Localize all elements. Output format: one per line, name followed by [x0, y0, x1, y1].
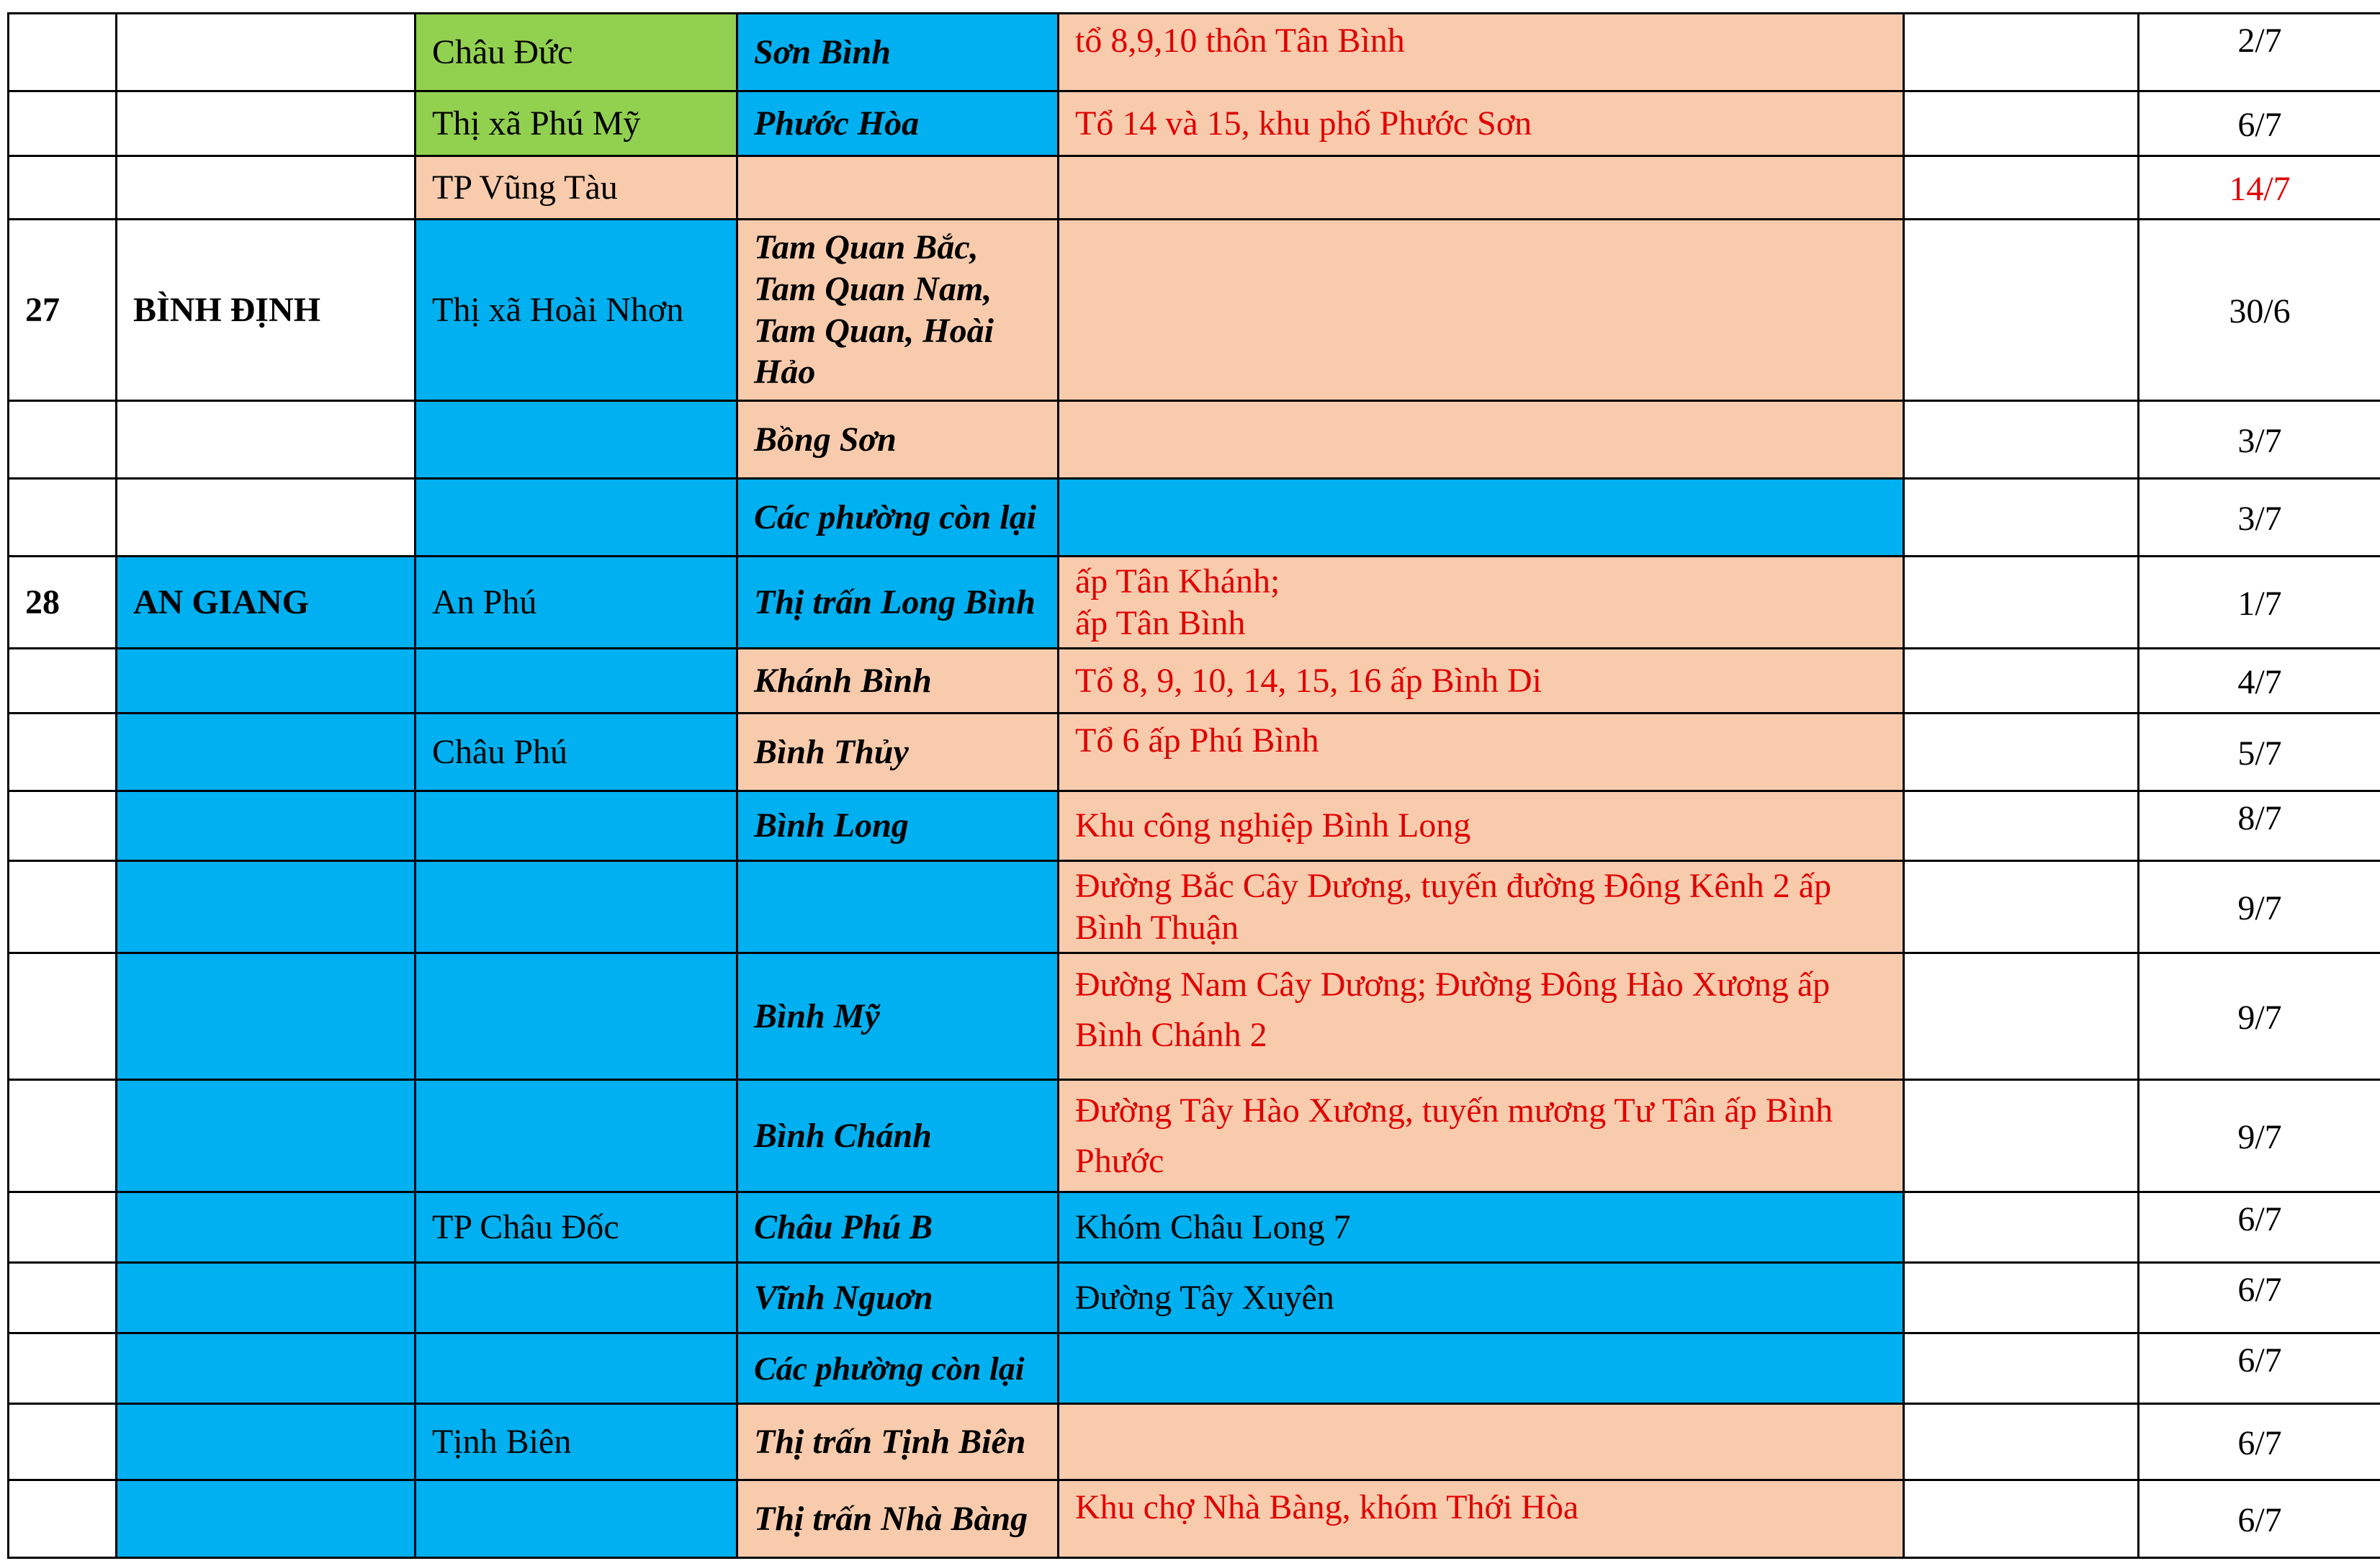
stt-cell	[9, 1480, 117, 1558]
ward-cell: Sơn Bình	[737, 14, 1059, 91]
stt-cell	[9, 401, 117, 479]
ward-cell: Tam Quan Bắc, Tam Quan Nam, Tam Quan, Hoài Hảo	[737, 220, 1059, 401]
note-cell	[1904, 1080, 2139, 1192]
district-cell: An Phú	[416, 557, 737, 649]
stt-cell: 27	[9, 220, 117, 401]
stt-cell	[9, 14, 117, 91]
stt-cell	[9, 714, 117, 791]
stt-cell	[9, 791, 117, 861]
province-cell	[117, 714, 416, 791]
stt-cell: 28	[9, 557, 117, 649]
ward-cell: Bồng Sơn	[737, 401, 1059, 479]
date-cell: 6/7	[2139, 1263, 2380, 1333]
table-row	[9, 1404, 2380, 1480]
detail-cell: Đường Tây Hào Xương, tuyến mương Tư Tân ấp Bình Phước	[1059, 1080, 1904, 1192]
note-cell	[1904, 1192, 2139, 1263]
detail-cell	[1059, 1404, 1904, 1480]
ward-cell: Các phường còn lại	[737, 1333, 1059, 1404]
ward-cell: Phước Hòa	[737, 91, 1059, 156]
detail-cell: ấp Tân Khánh; ấp Tân Bình	[1059, 557, 1904, 649]
district-cell: TP Vũng Tàu	[416, 156, 737, 220]
note-cell	[1904, 557, 2139, 649]
note-cell	[1904, 714, 2139, 791]
note-cell	[1904, 861, 2139, 953]
district-cell: TP Châu Đốc	[416, 1192, 737, 1263]
detail-cell: Đường Bắc Cây Dương, tuyến đường Đông Kênh 2 ấp Bình Thuận	[1059, 861, 1904, 953]
note-cell	[1904, 1263, 2139, 1333]
detail-cell	[1059, 1333, 1904, 1404]
note-cell	[1904, 220, 2139, 401]
district-cell	[416, 1333, 737, 1404]
date-cell: 9/7	[2139, 1080, 2380, 1192]
province-cell: AN GIANG	[117, 557, 416, 649]
table-row	[9, 714, 2380, 791]
detail-cell: Tổ 6 ấp Phú Bình	[1059, 714, 1904, 791]
date-cell: 6/7	[2139, 1192, 2380, 1263]
ward-cell	[737, 861, 1059, 953]
table-row	[9, 953, 2380, 1080]
note-cell	[1904, 1333, 2139, 1404]
province-cell	[117, 1192, 416, 1263]
ward-cell: Vĩnh Nguơn	[737, 1263, 1059, 1333]
detail-cell: Tổ 14 và 15, khu phố Phước Sơn	[1059, 91, 1904, 156]
table-row	[9, 14, 2380, 91]
date-cell: 3/7	[2139, 401, 2380, 479]
table-row	[9, 557, 2380, 649]
table-row	[9, 1263, 2380, 1333]
stt-cell	[9, 1080, 117, 1192]
table-row	[9, 791, 2380, 861]
detail-cell	[1059, 156, 1904, 220]
stt-cell	[9, 1192, 117, 1263]
stt-cell	[9, 1333, 117, 1404]
date-cell: 14/7	[2139, 156, 2380, 220]
ward-cell: Bình Long	[737, 791, 1059, 861]
table-row	[9, 156, 2380, 220]
stt-cell	[9, 1404, 117, 1480]
province-cell	[117, 91, 416, 156]
date-cell: 8/7	[2139, 791, 2380, 861]
ward-cell: Thị trấn Nhà Bàng	[737, 1480, 1059, 1558]
province-cell	[117, 1080, 416, 1192]
district-cell: Châu Đức	[416, 14, 737, 91]
province-cell	[117, 479, 416, 557]
date-cell: 5/7	[2139, 714, 2380, 791]
ward-cell: Thị trấn Long Bình	[737, 557, 1059, 649]
district-cell	[416, 791, 737, 861]
document-page	[7, 12, 2380, 1562]
detail-cell: Đường Tây Xuyên	[1059, 1263, 1904, 1333]
table-row	[9, 91, 2380, 156]
province-cell: BÌNH ĐỊNH	[117, 220, 416, 401]
table-row	[9, 479, 2380, 557]
province-cell	[117, 1480, 416, 1558]
district-cell	[416, 401, 737, 479]
province-cell	[117, 861, 416, 953]
date-cell: 6/7	[2139, 91, 2380, 156]
district-cell	[416, 1080, 737, 1192]
table-row	[9, 1080, 2380, 1192]
date-cell: 9/7	[2139, 953, 2380, 1080]
note-cell	[1904, 14, 2139, 91]
district-cell	[416, 1480, 737, 1558]
ward-cell: Bình Chánh	[737, 1080, 1059, 1192]
note-cell	[1904, 479, 2139, 557]
district-cell: Châu Phú	[416, 714, 737, 791]
detail-cell: Khu công nghiệp Bình Long	[1059, 791, 1904, 861]
date-cell: 1/7	[2139, 557, 2380, 649]
note-cell	[1904, 156, 2139, 220]
date-cell: 6/7	[2139, 1480, 2380, 1558]
detail-cell	[1059, 401, 1904, 479]
province-cell	[117, 1263, 416, 1333]
province-cell	[117, 14, 416, 91]
note-cell	[1904, 401, 2139, 479]
ward-cell	[737, 156, 1059, 220]
date-cell: 9/7	[2139, 861, 2380, 953]
date-cell: 30/6	[2139, 220, 2380, 401]
detail-cell: Khu chợ Nhà Bàng, khóm Thới Hòa	[1059, 1480, 1904, 1558]
stt-cell	[9, 953, 117, 1080]
stt-cell	[9, 156, 117, 220]
stt-cell	[9, 861, 117, 953]
table-row	[9, 1333, 2380, 1404]
district-cell	[416, 1263, 737, 1333]
province-cell	[117, 401, 416, 479]
table-row	[9, 1192, 2380, 1263]
ward-cell: Châu Phú B	[737, 1192, 1059, 1263]
detail-cell	[1059, 479, 1904, 557]
note-cell	[1904, 1480, 2139, 1558]
province-cell	[117, 791, 416, 861]
stt-cell	[9, 91, 117, 156]
detail-cell	[1059, 220, 1904, 401]
stt-cell	[9, 479, 117, 557]
ward-cell: Bình Mỹ	[737, 953, 1059, 1080]
district-cell: Tịnh Biên	[416, 1404, 737, 1480]
ward-cell: Bình Thủy	[737, 714, 1059, 791]
date-cell: 4/7	[2139, 649, 2380, 714]
province-cell	[117, 156, 416, 220]
schedule-table	[7, 12, 2380, 1559]
table-row	[9, 220, 2380, 401]
detail-cell: tổ 8,9,10 thôn Tân Bình	[1059, 14, 1904, 91]
note-cell	[1904, 953, 2139, 1080]
table-row	[9, 1480, 2380, 1558]
note-cell	[1904, 1404, 2139, 1480]
ward-cell: Các phường còn lại	[737, 479, 1059, 557]
province-cell	[117, 649, 416, 714]
table-row	[9, 861, 2380, 953]
province-cell	[117, 953, 416, 1080]
detail-cell: Đường Nam Cây Dương; Đường Đông Hào Xương ấp Bình Chánh 2	[1059, 953, 1904, 1080]
ward-cell: Khánh Bình	[737, 649, 1059, 714]
district-cell: Thị xã Hoài Nhơn	[416, 220, 737, 401]
date-cell: 2/7	[2139, 14, 2380, 91]
district-cell	[416, 649, 737, 714]
note-cell	[1904, 791, 2139, 861]
district-cell: Thị xã Phú Mỹ	[416, 91, 737, 156]
note-cell	[1904, 649, 2139, 714]
date-cell: 6/7	[2139, 1404, 2380, 1480]
stt-cell	[9, 649, 117, 714]
note-cell	[1904, 91, 2139, 156]
stt-cell	[9, 1263, 117, 1333]
detail-cell: Khóm Châu Long 7	[1059, 1192, 1904, 1263]
district-cell	[416, 861, 737, 953]
district-cell	[416, 953, 737, 1080]
detail-cell: Tổ 8, 9, 10, 14, 15, 16 ấp Bình Di	[1059, 649, 1904, 714]
district-cell	[416, 479, 737, 557]
ward-cell: Thị trấn Tịnh Biên	[737, 1404, 1059, 1480]
table-row	[9, 649, 2380, 714]
date-cell: 3/7	[2139, 479, 2380, 557]
province-cell	[117, 1404, 416, 1480]
table-row	[9, 401, 2380, 479]
province-cell	[117, 1333, 416, 1404]
date-cell: 6/7	[2139, 1333, 2380, 1404]
